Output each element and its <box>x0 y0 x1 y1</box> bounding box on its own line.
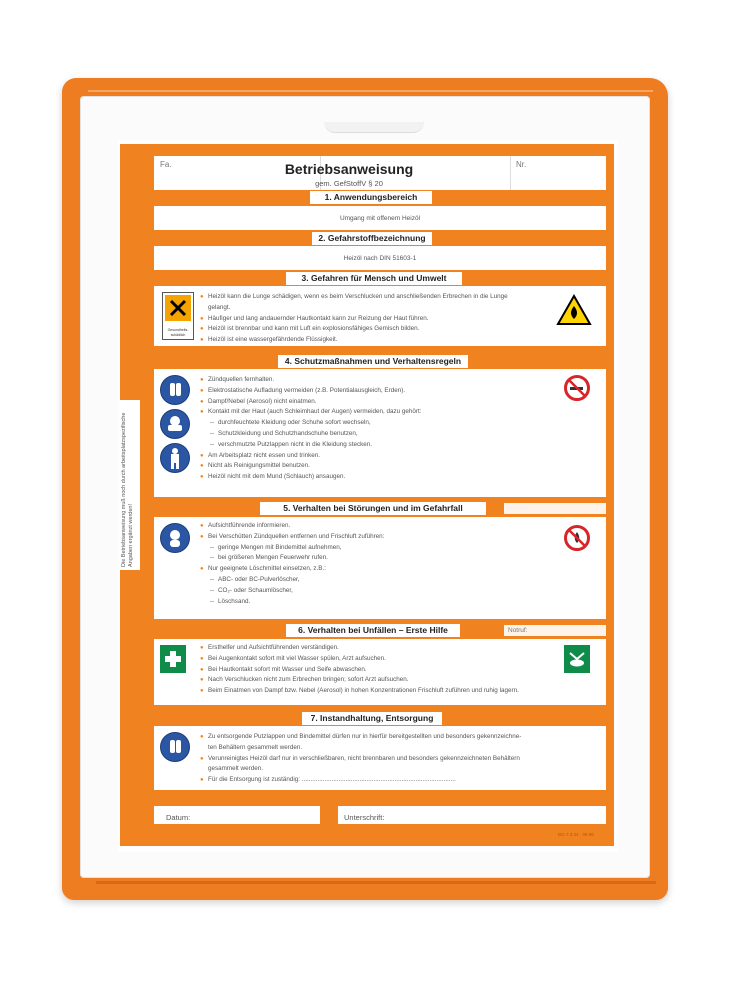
signature-field <box>338 806 606 824</box>
s6-item-5: ● Beim Einatmen von Dampf bzw. Nebel (Aerosol) in hohen Konzentrationen Frischluft zuführen und ruhig lagern. <box>200 686 519 697</box>
s4-sub-3: – verschmutzte Putzlappen nicht in die Kleidung stecken. <box>200 440 422 451</box>
goggles-mandatory-icon <box>160 409 190 439</box>
s4-item-3: ● Dampf/Nebel (Aerosol) nicht einatmen. <box>200 397 422 408</box>
respirator-mandatory-icon <box>160 523 190 553</box>
s4-item-6: ● Nicht als Reinigungsmittel benutzen. <box>200 461 422 472</box>
document-subtitle: gem. GefStoffV § 20 <box>315 179 383 188</box>
frame-top-highlight <box>88 90 653 92</box>
section-6-title: 6. Verhalten bei Unfällen – Erste Hilfe <box>286 624 460 637</box>
s4-sub-1: – durchfeuchtete Kleidung oder Schuhe sofort wechseln, <box>200 418 422 429</box>
s7-item-2: ● Verunreinigtes Heizöl darf nur in verschließbaren, nicht brennbaren und besonders gekennzeichneten Behältern <box>200 754 521 765</box>
section-4-box <box>154 369 606 497</box>
s5-item-3: ● Nur geeignete Löschmittel einsetzen, z.B.: <box>200 564 384 575</box>
form-code: BG-7.3.34 · 09.96 <box>558 832 594 837</box>
section-5-box <box>154 517 606 619</box>
s3-item-2: ● Häufiger und lang andauernder Hautkontakt kann zur Reizung der Haut führen. <box>200 314 508 325</box>
protective-clothing-icon <box>160 443 190 473</box>
section-6-list <box>200 643 519 697</box>
hazard-label: Gesundheits-schädlich <box>167 328 189 337</box>
nr-label: Nr. <box>516 160 527 169</box>
s6-item-4: ● Nach Verschlucken nicht zum Erbrechen bringen; sofort Arzt aufsuchen. <box>200 675 519 686</box>
date-field <box>154 806 320 824</box>
s6-item-1: ● Ersthelfer und Aufsichtführenden verständigen. <box>200 643 519 654</box>
no-smoking-icon <box>564 375 590 401</box>
section-7-list <box>200 732 521 786</box>
s5-sub-1: – geringe Mengen mit Bindemittel aufnehmen, <box>200 543 384 554</box>
betriebsanweisung-form <box>120 144 614 846</box>
s7-item-3: ● Für die Entsorgung ist zuständig: ........................................................................................ <box>200 775 521 786</box>
s5-sub-5: – Löschsand. <box>200 597 384 608</box>
no-open-flame-icon <box>564 525 590 551</box>
s5-sub-2: – bei größeren Mengen Feuerwehr rufen. <box>200 553 384 564</box>
s5-item-1: ● Aufsichtführende informieren. <box>200 521 384 532</box>
gloves-mandatory-icon <box>160 375 190 405</box>
section-2-title: 2. Gefahrstoffbezeichnung <box>312 232 432 245</box>
s4-item-2: ● Elektrostatische Aufladung vermeiden (z.B. Potentialausgleich, Erden). <box>200 386 422 397</box>
section-5-list <box>200 521 384 607</box>
datum-label: Datum: <box>166 813 191 822</box>
s5-item-2: ● Bei Verschütten Zündquellen entfernen und Frischluft zuführen: <box>200 532 384 543</box>
section-5-notruf-field <box>504 503 606 514</box>
s7-item-2-cont: gesammelt werden. <box>208 765 263 773</box>
section-1-title: 1. Anwendungsbereich <box>310 191 432 204</box>
section-6-notruf-label: Notruf: <box>508 627 528 634</box>
pocket-notch <box>324 122 424 133</box>
eye-wash-icon <box>564 645 590 673</box>
side-note-text: Die Betriebsanweisung muß noch durch arbeitsplatzspezifische Angaben ergänzt werden! <box>120 400 140 570</box>
section-1-text: Umgang mit offenem Heizöl <box>339 215 421 222</box>
section-5-title: 5. Verhalten bei Störungen und im Gefahrfall <box>260 502 486 515</box>
s3-item-4: ● Heizöl ist eine wassergefährdende Flüssigkeit. <box>200 335 508 346</box>
flammable-warning-icon <box>556 294 592 326</box>
section-2-box <box>154 246 606 270</box>
s4-item-1: ● Zündquellen fernhalten. <box>200 375 422 386</box>
section-3-title: 3. Gefahren für Mensch und Umwelt <box>286 272 462 285</box>
s5-sub-3: – ABC- oder BC-Pulverlöscher, <box>200 575 384 586</box>
section-7-title: 7. Instandhaltung, Entsorgung <box>302 712 442 725</box>
section-2-text: Heizöl nach DIN 51603-1 <box>343 255 417 262</box>
section-7-box <box>154 726 606 790</box>
s7-item-1-cont: ten Behältern gesammelt werden. <box>208 743 303 751</box>
s5-sub-4: – CO₂- oder Schaumlöscher, <box>200 586 384 597</box>
s6-item-2: ● Bei Augenkontakt sofort mit viel Wasser spülen, Arzt aufsuchen. <box>200 654 519 665</box>
s4-item-4: ● Kontakt mit der Haut (auch Schleimhaut der Augen) vermeiden, dazu gehört: <box>200 407 422 418</box>
section-3-box <box>154 286 606 346</box>
frame-bottom-edge <box>96 881 656 884</box>
s4-sub-2: – Schutzkleidung und Schutzhandschuhe benutzen, <box>200 429 422 440</box>
unterschrift-label: Unterschrift: <box>344 813 385 822</box>
s4-item-5: ● Am Arbeitsplatz nicht essen und trinken. <box>200 451 422 462</box>
harmful-x-icon <box>163 293 193 323</box>
s6-item-3: ● Bei Hautkontakt sofort mit Wasser und Seife abwaschen. <box>200 665 519 676</box>
section-6-box <box>154 639 606 705</box>
s3-item-3: ● Heizöl ist brennbar und kann mit Luft ein explosionsfähiges Gemisch bilden. <box>200 324 508 335</box>
first-aid-icon <box>160 645 186 673</box>
section-1-box <box>154 206 606 230</box>
section-4-title: 4. Schutzmaßnahmen und Verhaltensregeln <box>278 355 468 368</box>
gloves-mandatory-icon-2 <box>160 732 190 762</box>
document-title: Betriebsanweisung <box>284 161 414 177</box>
s7-item-1: ● Zu entsorgende Putzlappen und Bindemittel dürfen nur in hierfür bereitgestellten und besonders gekennzeichne- <box>200 732 521 743</box>
s4-item-7: ● Heizöl nicht mit dem Mund (Schlauch) ansaugen. <box>200 472 422 483</box>
harmful-hazard-symbol <box>162 292 194 340</box>
s3-item-1-cont: gelangt. <box>208 303 231 311</box>
fa-label: Fa. <box>160 160 172 169</box>
header-divider-right <box>510 156 511 190</box>
section-3-list <box>200 292 508 346</box>
side-note <box>120 400 140 570</box>
s3-item-1: ● Heizöl kann die Lunge schädigen, wenn es beim Verschlucken und anschließenden Erbrechen in die Lunge <box>200 292 508 303</box>
section-4-list <box>200 375 422 483</box>
